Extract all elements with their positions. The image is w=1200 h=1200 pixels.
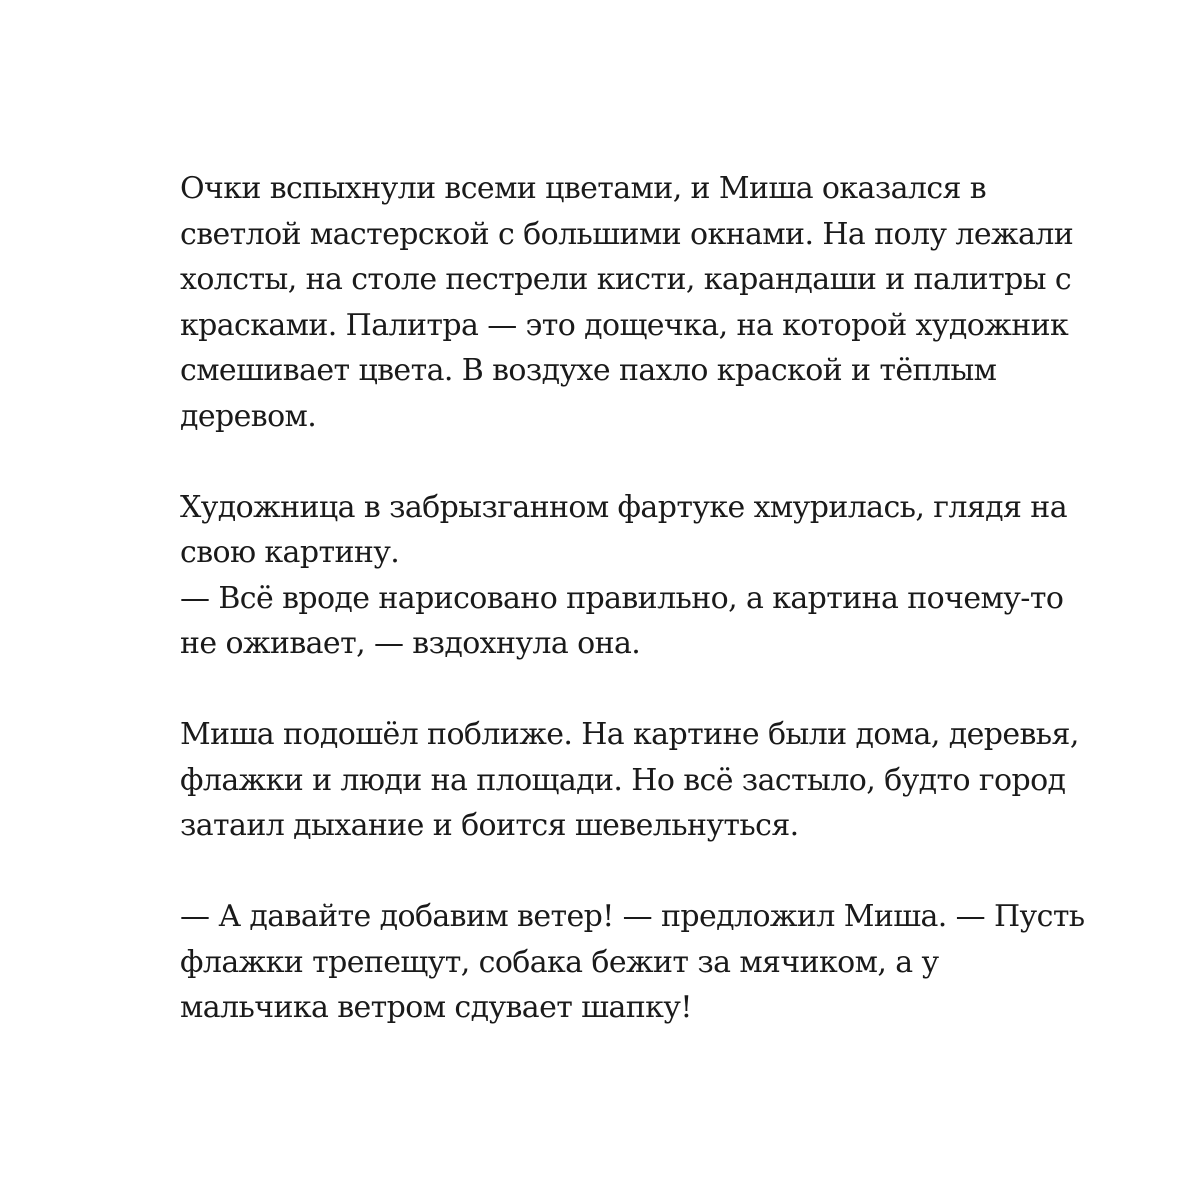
text-line: Миша подошёл поближе. На картине были дома, деревья, [180, 717, 1079, 752]
text-line: холсты, на столе пестрели кисти, карандаши и палитры с [180, 262, 1072, 297]
paragraph-1 [180, 166, 1080, 439]
story-text [180, 166, 1085, 1076]
text-line: свою картину. [180, 535, 400, 570]
text-line: флажки и люди на площади. Но всё застыло, будто город [180, 762, 1066, 798]
text-line: — Всё вроде нарисовано правильно, а картина почему-то [180, 580, 1064, 616]
text-line: не оживает, — вздохнула она. [180, 626, 641, 661]
text-line: деревом. [180, 398, 317, 434]
paragraph-3 [180, 712, 1080, 849]
text-line: затаил дыхание и боится шевельнуться. [180, 808, 799, 843]
text-line: смешивает цвета. В воздухе пахло краской и тёплым [180, 353, 997, 388]
text-line: Художница в забрызганном фартуке хмурилась, глядя на [180, 489, 1067, 525]
text-line: светлой мастерской с большими окнами. На полу лежали [180, 216, 1074, 252]
paragraph-2 [180, 485, 1080, 667]
text-line: Очки вспыхнули всеми цветами, и Миша оказался в [180, 171, 987, 206]
text-line: — А давайте добавим ветер! — предложил Миша. — Пусть [180, 899, 1085, 934]
text-line: флажки трепещут, собака бежит за мячиком, а у [180, 944, 939, 980]
text-line: мальчика ветром сдувает шапку! [180, 990, 692, 1025]
text-line: красками. Палитра — это дощечка, на которой художник [180, 307, 1069, 343]
paragraph-4 [180, 894, 1085, 1031]
